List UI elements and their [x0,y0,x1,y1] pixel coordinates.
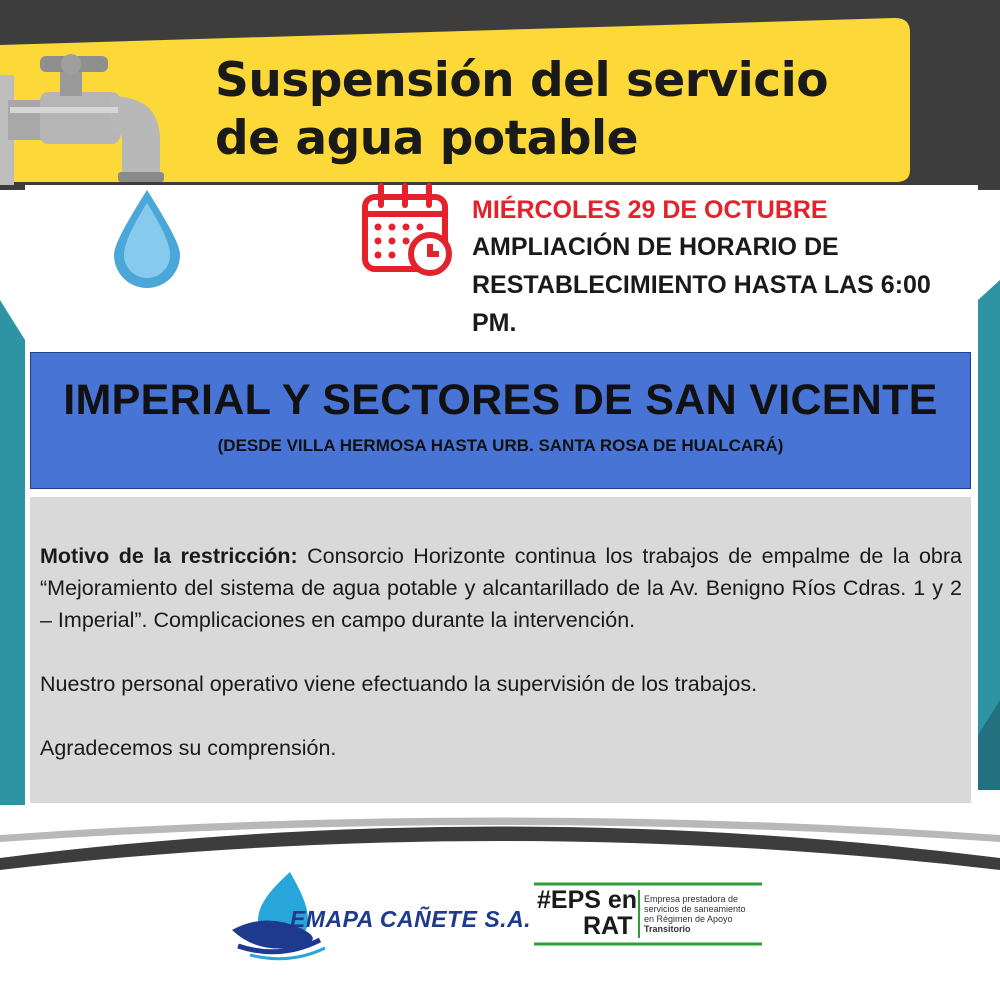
area-subtitle: (DESDE VILLA HERMOSA HASTA URB. SANTA ROSA DE HUALCARÁ) [217,436,784,455]
eps-desc-line-3: en Régimen de Apoyo [644,914,733,924]
title-line-2: de agua potable [215,111,639,166]
reason-label: Motivo de la restricción: [40,544,298,568]
title-line-1: Suspensión del servicio [215,53,828,108]
extension-line-1: AMPLIACIÓN DE HORARIO DE [472,233,839,261]
thanks-paragraph: Agradecemos su comprensión. [40,736,337,760]
details-text [40,540,962,796]
schedule-extension [472,228,992,342]
emapa-logo-text: EMAPA CAÑETE S.A. [290,906,532,932]
eps-description [644,894,769,934]
reason-text: Consorcio Horizonte continua los trabajos de empalme de la obra “Mejoramiento del sistema de agua potable y alcantarillado de la Av. Benigno Ríos Cdras. 1 y 2 – Imperial”. Complicaciones en campo durante la intervención. [40,544,962,632]
teal-left-strip [0,300,25,805]
area-title: IMPERIAL Y SECTORES DE SAN VICENTE [63,376,938,424]
eps-desc-line-1: Empresa prestadora de [644,894,739,904]
extension-line-3: PM. [472,309,517,337]
eps-tag-line-1: #EPS en [537,886,638,914]
eps-desc-line-2: servicios de saneamiento [644,904,746,914]
eps-rat-tag [537,887,637,939]
extension-line-2: RESTABLECIMIENTO HASTA LAS 6:00 [472,271,931,299]
schedule-date: MIÉRCOLES 29 DE OCTUBRE [472,196,828,224]
supervision-paragraph: Nuestro personal operativo viene efectuando la supervisión de los trabajos. [40,672,758,696]
eps-tag-line-2: RAT [583,912,633,940]
eps-desc-line-4: Transitorio [644,924,691,934]
page-title [215,52,895,168]
reason-paragraph [40,540,962,636]
